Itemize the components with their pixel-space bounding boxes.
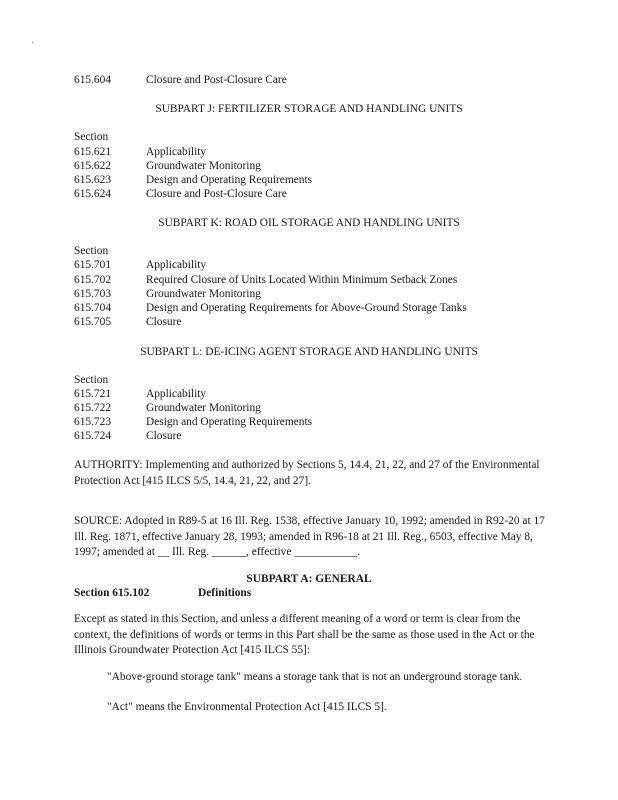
section-number: 615.624 [74, 188, 112, 200]
section-title: Applicability [146, 146, 207, 158]
scan-mark: ' [32, 40, 34, 50]
definition-item: "Act" means the Environmental Protection Act [415 ILCS 5]. [107, 701, 387, 713]
toc-row [74, 187, 287, 201]
section-title: Closure and Post-Closure Care [146, 74, 287, 86]
toc-row [74, 258, 206, 272]
toc-row [74, 145, 206, 159]
toc-row [74, 387, 206, 401]
section-number: 615.721 [74, 388, 112, 400]
section-number: 615.703 [74, 288, 112, 300]
toc-row [74, 401, 261, 415]
toc-row [74, 287, 261, 301]
section-number: 615.604 [74, 74, 112, 86]
section-title: Design and Operating Requirements for Above-Ground Storage Tanks [146, 302, 467, 314]
section-title: Groundwater Monitoring [146, 288, 261, 300]
section-label: Section [74, 131, 109, 143]
section-number: 615.724 [74, 430, 112, 442]
section-title: Applicability [146, 259, 207, 271]
toc-row [74, 415, 312, 429]
section-title: Applicability [146, 388, 207, 400]
section-number: 615.704 [74, 302, 112, 314]
toc-row [74, 173, 312, 187]
toc-row [74, 159, 261, 173]
section-number: 615.623 [74, 174, 112, 186]
definition-item: "Above-ground storage tank" means a storage tank that is not an underground storage tank. [107, 671, 523, 683]
section-number: 615.723 [74, 416, 112, 428]
section-number: 615.705 [74, 316, 112, 328]
toc-row-615-604 [74, 73, 287, 87]
toc-row [74, 273, 457, 287]
subpart-k-heading: SUBPART K: ROAD OIL STORAGE AND HANDLING UNITS [158, 217, 460, 229]
section-title: Design and Operating Requirements [146, 174, 313, 186]
section-number: 615.702 [74, 274, 112, 286]
section-title: Closure [146, 430, 182, 442]
section-title: Required Closure of Units Located Within Minimum Setback Zones [146, 274, 458, 286]
source-note: SOURCE: Adopted in R89-5 at 16 Ill. Reg. 1538, effective January 10, 1992; amended in R92-20 at 17 Ill. Reg. 1871, effective January 28, 1993; amended in R96-18 at 21 Ill. Reg., 6503, effective May 8, 1997; amended at __ Ill. Reg. ______, effective ___________. [74, 515, 545, 558]
toc-row [74, 429, 181, 443]
section-number: 615.622 [74, 160, 112, 172]
section-number: 615.621 [74, 146, 112, 158]
section-label: Section [74, 374, 109, 386]
toc-row [74, 315, 181, 329]
authority-note: AUTHORITY: Implementing and authorized by Sections 5, 14.4, 21, 22, and 27 of the Environmental Protection Act [415 ILCS 5/5, 14.4, 21, 22, and 27]. [74, 459, 540, 487]
section-title: Groundwater Monitoring [146, 402, 261, 414]
section-title: Closure and Post-Closure Care [146, 188, 287, 200]
section-number: 615.722 [74, 402, 112, 414]
section-number: 615.701 [74, 259, 112, 271]
section-title: Groundwater Monitoring [146, 160, 261, 172]
section-title: Closure [146, 316, 182, 328]
subpart-j-heading: SUBPART J: FERTILIZER STORAGE AND HANDLING UNITS [155, 103, 463, 115]
subpart-l-heading: SUBPART L: DE-ICING AGENT STORAGE AND HANDLING UNITS [140, 346, 478, 358]
section-heading-title: Definitions [198, 587, 252, 599]
toc-row [74, 301, 467, 315]
definitions-intro: Except as stated in this Section, and unless a different meaning of a word or term is clear from the context, the definitions of words or terms in this Part shall be the same as those used in the Act or the Illinois Groundwater Protection Act [415 ILCS 55]: [74, 613, 535, 656]
subpart-a-heading: SUBPART A: GENERAL [246, 573, 372, 585]
section-heading-number: Section 615.102 [74, 587, 150, 599]
section-label: Section [74, 245, 109, 257]
section-heading [74, 586, 251, 600]
section-title: Design and Operating Requirements [146, 416, 313, 428]
